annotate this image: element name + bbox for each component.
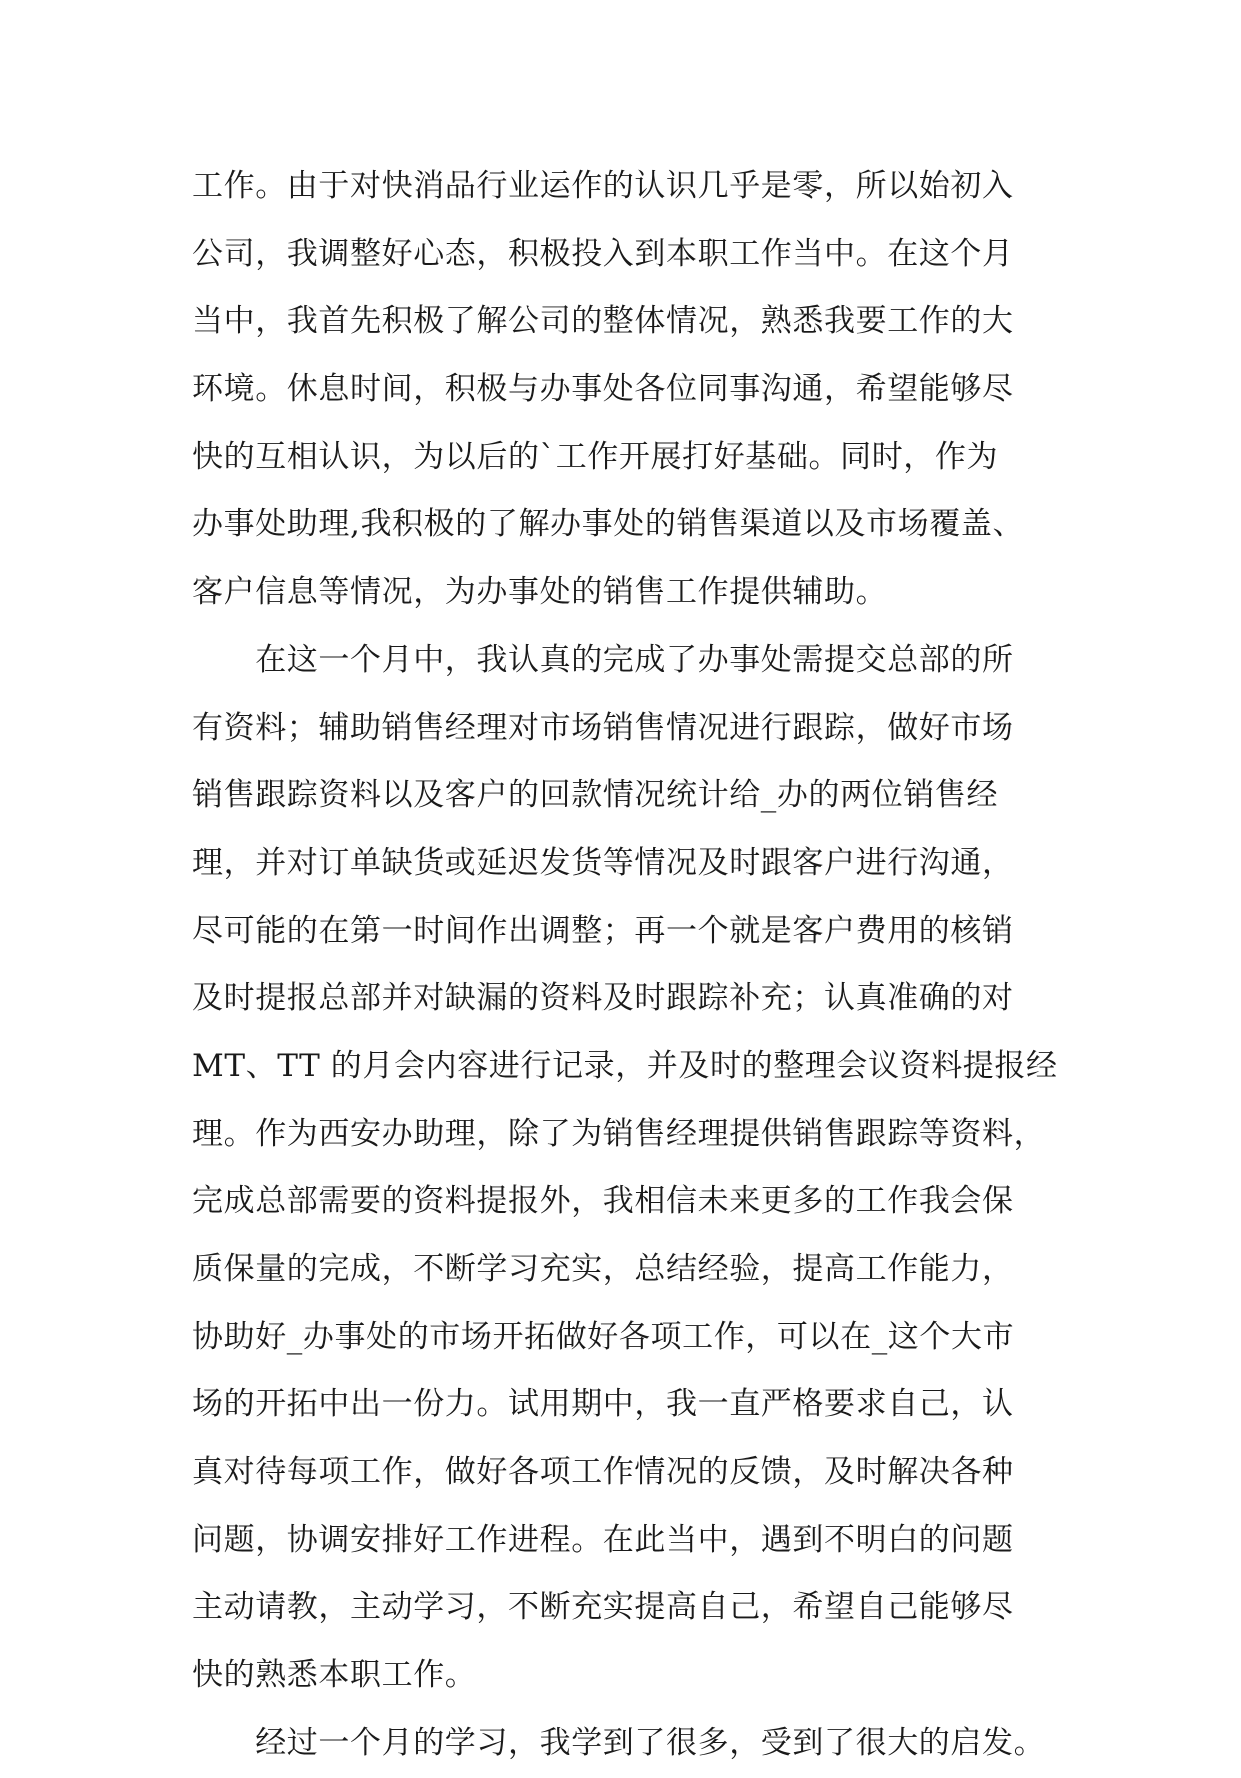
body-text [192,153,1072,1778]
text-line: 真对待每项工作，做好各项工作情况的反馈，及时解决各种 [192,1454,1014,1491]
text-line: 快的互相认识，为以后的`工作开展打好基础。同时，作为 [192,438,999,475]
text-line: 快的熟悉本职工作。 [192,1657,477,1694]
text-line: 协助好_办事处的市场开拓做好各项工作，可以在_这个大市 [192,1318,1015,1355]
text-line: 客户信息等情况，为办事处的销售工作提供辅助。 [192,574,888,611]
text-line: 销售跟踪资料以及客户的回款情况统计给_办的两位销售经 [192,777,999,814]
text-line: 理，并对订单缺货或延迟发货等情况及时跟客户进行沟通， [192,844,1014,881]
text-line: 质保量的完成，不断学习充实，总结经验，提高工作能力， [192,1251,1014,1287]
text-line: 主动请教，主动学习，不断充实提高自己，希望自己能够尽 [192,1589,1014,1626]
text-line: 尽可能的在第一时间作出调整；再一个就是客户费用的核销 [192,912,1014,949]
text-line: MT、TT 的月会内容进行记录，并及时的整理会议资料提报经 [192,1047,1058,1084]
text-line: 经过一个月的学习，我学到了很多，受到了很大的启发。 [192,1724,1046,1761]
text-line: 工作。由于对快消品行业运作的认识几乎是零，所以始初入 [192,168,1014,204]
text-line: 环境。休息时间，积极与办事处各位同事沟通，希望能够尽 [192,371,1014,408]
text-line: 及时提报总部并对缺漏的资料及时跟踪补充；认真准确的对 [192,980,1014,1017]
text-line: 公司，我调整好心态，积极投入到本职工作当中。在这个月 [192,235,1014,272]
text-line: 在这一个月中，我认真的完成了办事处需提交总部的所 [192,641,1014,678]
text-line: 办事处助理,我积极的了解办事处的销售渠道以及市场覆盖、 [192,506,1025,543]
text-line: 有资料；辅助销售经理对市场销售情况进行跟踪，做好市场 [192,709,1014,746]
text-line: 当中，我首先积极了解公司的整体情况，熟悉我要工作的大 [192,303,1014,340]
text-line: 完成总部需要的资料提报外，我相信未来更多的工作我会保 [192,1183,1014,1220]
text-line: 场的开拓中出一份力。试用期中，我一直严格要求自己，认 [192,1386,1014,1423]
text-line: 问题，协调安排好工作进程。在此当中，遇到不明白的问题 [192,1521,1014,1558]
text-line: 理。作为西安办助理，除了为销售经理提供销售跟踪等资料， [192,1115,1046,1152]
